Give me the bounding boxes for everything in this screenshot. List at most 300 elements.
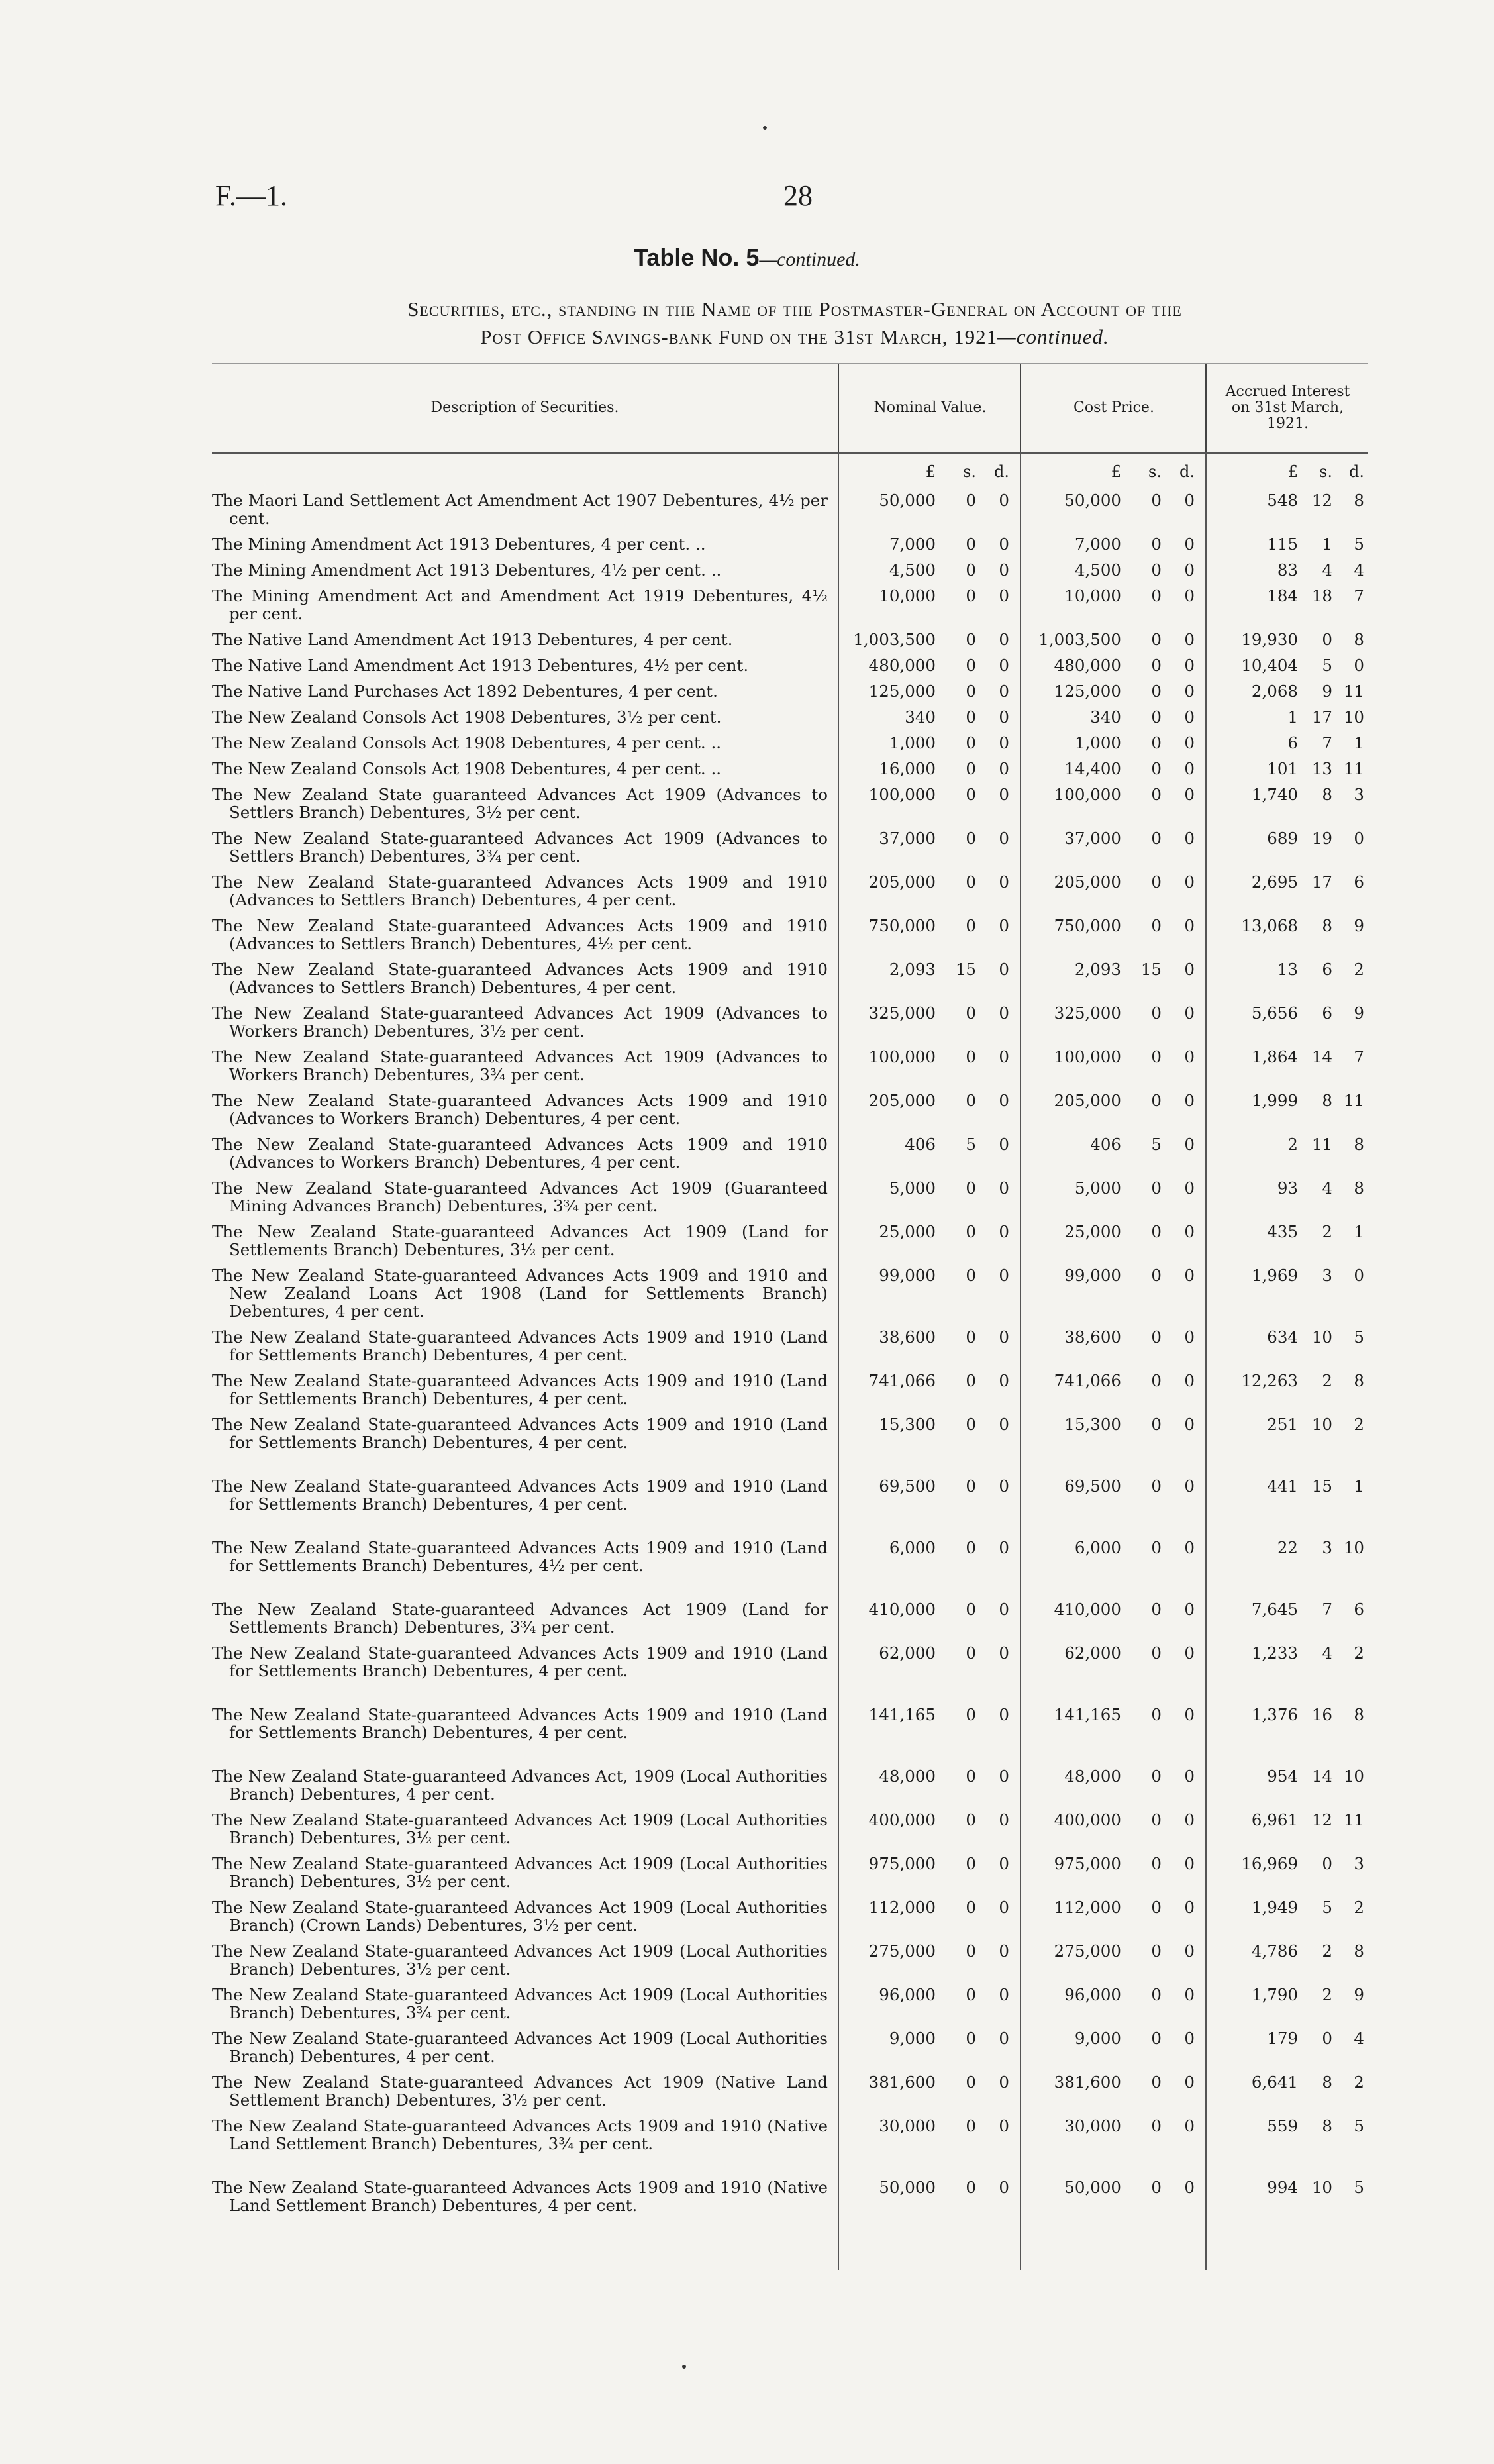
- nominal-pounds: 2,093: [889, 960, 936, 979]
- nominal-shillings: 0: [966, 1941, 976, 1961]
- nominal-shillings: 0: [966, 916, 976, 935]
- cost-shillings: 0: [1151, 1705, 1162, 1724]
- accrued-pence: 11: [1343, 1810, 1364, 1829]
- table-row: [212, 1855, 1368, 1890]
- nominal-shillings: 0: [966, 560, 976, 580]
- cost-pence: 0: [1184, 1941, 1195, 1961]
- security-description: The Mining Amendment Act and Amendment Act 1919 Debentures, 4½ per cent.: [212, 586, 828, 623]
- cost-pounds: 99,000: [1064, 1266, 1121, 1285]
- accrued-pounds: 6,961: [1251, 1810, 1298, 1829]
- cost-pounds: 7,000: [1074, 535, 1121, 554]
- nominal-pence: 0: [999, 2029, 1009, 2048]
- nominal-pence: 0: [999, 1767, 1009, 1786]
- accrued-shillings: 10: [1311, 2178, 1332, 2197]
- table-row: [212, 535, 1368, 553]
- cost-shillings: 0: [1151, 707, 1162, 727]
- nominal-pence: 0: [999, 960, 1009, 979]
- nominal-pounds: 741,066: [868, 1371, 936, 1390]
- nominal-pounds: 96,000: [879, 1985, 936, 2004]
- security-description: The New Zealand State-guaranteed Advances Acts 1909 and 1910 and New Zealand Loans Act 1908 (Land for Settlements Branch) Debentures, 4 per cent.: [212, 1266, 828, 1321]
- accrued-shillings: 17: [1311, 707, 1332, 727]
- nominal-pence: 0: [999, 1854, 1009, 1873]
- nominal-pence: 0: [999, 1538, 1009, 1557]
- accrued-pence: 0: [1354, 829, 1364, 848]
- cost-shillings: 0: [1151, 872, 1162, 892]
- accrued-pence: 3: [1354, 785, 1364, 804]
- accrued-shillings: 2: [1322, 1985, 1332, 2004]
- accrued-pounds: 22: [1277, 1538, 1298, 1557]
- nominal-shillings: 0: [966, 872, 976, 892]
- nominal-pence: 0: [999, 1643, 1009, 1663]
- accrued-pence: 0: [1354, 656, 1364, 675]
- accrued-shillings: 8: [1322, 2073, 1332, 2092]
- cost-shillings: 0: [1151, 1767, 1162, 1786]
- security-description: The New Zealand State-guaranteed Advances Acts 1909 and 1910 (Advances to Workers Branch) Debentures, 4 per cent.: [212, 1135, 828, 1172]
- nominal-pence: 0: [999, 872, 1009, 892]
- cost-pence: 0: [1184, 1476, 1195, 1496]
- cost-shillings: 0: [1151, 1600, 1162, 1619]
- cost-pence: 0: [1184, 1767, 1195, 1786]
- cost-pence: 0: [1184, 1327, 1195, 1347]
- nominal-pounds: 1,000: [889, 733, 936, 752]
- accrued-shillings: 17: [1311, 872, 1332, 892]
- nominal-shillings: 0: [966, 733, 976, 752]
- nominal-pounds: 750,000: [868, 916, 936, 935]
- accrued-shillings: 4: [1322, 560, 1332, 580]
- accrued-pounds: 441: [1267, 1476, 1298, 1496]
- accrued-pence: 7: [1354, 1047, 1364, 1066]
- nominal-pounds: 100,000: [868, 1047, 936, 1066]
- security-description: The New Zealand State-guaranteed Advances Acts 1909 and 1910 (Land for Settlements Branch) Debentures, 4½ per cent.: [212, 1538, 828, 1575]
- security-description: The New Zealand State-guaranteed Advances Acts 1909 and 1910 (Land for Settlements Branch) Debentures, 4 per cent.: [212, 1643, 828, 1680]
- cost-shillings: 0: [1151, 1415, 1162, 1434]
- nominal-pounds: 975,000: [868, 1854, 936, 1873]
- accrued-shillings: 15: [1311, 1476, 1332, 1496]
- security-description: The New Zealand State-guaranteed Advances Acts 1909 and 1910 (Advances to Settlers Branch) Debentures, 4 per cent.: [212, 872, 828, 909]
- page-header: [215, 179, 1275, 219]
- table-row: [212, 656, 1368, 674]
- cost-shillings: 0: [1151, 1854, 1162, 1873]
- cost-pounds: 975,000: [1054, 1854, 1121, 1873]
- table-row: [212, 1942, 1368, 1978]
- nominal-pounds: 480,000: [868, 656, 936, 675]
- nominal-shillings: 0: [966, 1985, 976, 2004]
- cost-shillings: 0: [1151, 1538, 1162, 1557]
- document-reference: F.—1.: [215, 180, 287, 212]
- cost-pounds: 4,500: [1074, 560, 1121, 580]
- cost-pence: 0: [1184, 2116, 1195, 2135]
- accrued-pounds: 83: [1277, 560, 1298, 580]
- accrued-pence: 11: [1343, 759, 1364, 778]
- nominal-shillings: 0: [966, 1600, 976, 1619]
- nominal-shillings: 0: [966, 1266, 976, 1285]
- cost-pence: 0: [1184, 1222, 1195, 1241]
- accrued-pence: 1: [1354, 1222, 1364, 1241]
- nominal-shillings: 0: [966, 1371, 976, 1390]
- security-description: The New Zealand State-guaranteed Advances Act 1909 (Local Authorities Branch) Debentures, 3½ per cent.: [212, 1854, 828, 1891]
- table-row: [212, 1179, 1368, 1215]
- nominal-shillings: 0: [966, 2029, 976, 2048]
- table-row: [212, 631, 1368, 648]
- nominal-shillings: 0: [966, 656, 976, 675]
- table-row: [212, 1092, 1368, 1127]
- accrued-pence: 5: [1354, 2116, 1364, 2135]
- accrued-pounds: 101: [1267, 759, 1298, 778]
- accrued-pence: 4: [1354, 560, 1364, 580]
- column-header-row: [212, 363, 1368, 454]
- table-row: [212, 587, 1368, 623]
- nominal-pounds: 400,000: [868, 1810, 936, 1829]
- cost-pounds: 30,000: [1064, 2116, 1121, 2135]
- security-description: The New Zealand State-guaranteed Advances Acts 1909 and 1910 (Land for Settlements Branch) Debentures, 4 per cent.: [212, 1327, 828, 1364]
- cost-pence: 0: [1184, 1898, 1195, 1917]
- accrued-pence: 7: [1354, 586, 1364, 605]
- nominal-shillings: 0: [966, 2178, 976, 2197]
- nominal-shillings: 0: [966, 682, 976, 701]
- accrued-pounds: 10,404: [1241, 656, 1298, 675]
- unit-shillings: s.: [1319, 462, 1332, 481]
- cost-pounds: 5,000: [1074, 1178, 1121, 1198]
- cost-pence: 0: [1184, 535, 1195, 554]
- nominal-pounds: 30,000: [879, 2116, 936, 2135]
- nominal-pence: 0: [999, 1941, 1009, 1961]
- accrued-pounds: 93: [1277, 1178, 1298, 1198]
- nominal-pounds: 7,000: [889, 535, 936, 554]
- nominal-pence: 0: [999, 759, 1009, 778]
- nominal-pounds: 410,000: [868, 1600, 936, 1619]
- table-row: [212, 1600, 1368, 1636]
- accrued-pence: 6: [1354, 1600, 1364, 1619]
- security-description: The New Zealand State-guaranteed Advances Acts 1909 and 1910 (Native Land Settlement Branch) Debentures, 3¾ per cent.: [212, 2116, 828, 2153]
- cost-shillings: 0: [1151, 2178, 1162, 2197]
- nominal-pence: 0: [999, 1327, 1009, 1347]
- subtitle-line-1: Securities, etc., standing in the Name of the Postmaster-General on Account of the: [407, 297, 1182, 321]
- table-row: [212, 2029, 1368, 2065]
- security-description: The New Zealand State-guaranteed Advances Acts 1909 and 1910 (Advances to Settlers Branch) Debentures, 4 per cent.: [212, 960, 828, 997]
- nominal-shillings: 15: [955, 960, 976, 979]
- nominal-pence: 0: [999, 586, 1009, 605]
- cost-pence: 0: [1184, 586, 1195, 605]
- accrued-pence: 8: [1354, 1178, 1364, 1198]
- accrued-pounds: 1,969: [1251, 1266, 1298, 1285]
- cost-pounds: 48,000: [1064, 1767, 1121, 1786]
- print-speck: [763, 126, 767, 130]
- security-description: The New Zealand State-guaranteed Advances Act 1909 (Local Authorities Branch) Debentures, 3¾ per cent.: [212, 1985, 828, 2022]
- security-description: The New Zealand State-guaranteed Advances Act 1909 (Advances to Workers Branch) Debentures, 3½ per cent.: [212, 1003, 828, 1041]
- table-row: [212, 734, 1368, 752]
- accrued-pounds: 1,864: [1251, 1047, 1298, 1066]
- accrued-pounds: 251: [1267, 1415, 1298, 1434]
- cost-pounds: 125,000: [1054, 682, 1121, 701]
- cost-shillings: 0: [1151, 1003, 1162, 1023]
- nominal-shillings: 0: [966, 1854, 976, 1873]
- accrued-pounds: 1,999: [1251, 1091, 1298, 1110]
- cost-pounds: 38,600: [1064, 1327, 1121, 1347]
- cost-pence: 0: [1184, 1415, 1195, 1434]
- nominal-pounds: 4,500: [889, 560, 936, 580]
- nominal-pounds: 9,000: [889, 2029, 936, 2048]
- nominal-pence: 0: [999, 1222, 1009, 1241]
- accrued-pence: 8: [1354, 1135, 1364, 1154]
- table-row: [212, 561, 1368, 579]
- cost-pence: 0: [1184, 1135, 1195, 1154]
- cost-pence: 0: [1184, 491, 1195, 510]
- subtitle-line-2: Post Office Savings-bank Fund on the 31st March, 1921—continued.: [480, 325, 1109, 348]
- nominal-pounds: 205,000: [868, 1091, 936, 1110]
- nominal-pence: 0: [999, 656, 1009, 675]
- nominal-pounds: 325,000: [868, 1003, 936, 1023]
- table-row: [212, 1539, 1368, 1592]
- cost-pounds: 400,000: [1054, 1810, 1121, 1829]
- cost-pounds: 37,000: [1064, 829, 1121, 848]
- cost-shillings: 0: [1151, 1327, 1162, 1347]
- cost-pounds: 480,000: [1054, 656, 1121, 675]
- cost-shillings: 0: [1151, 1091, 1162, 1110]
- table-row: [212, 1328, 1368, 1364]
- unit-pence: d.: [994, 462, 1009, 481]
- table-row: [212, 873, 1368, 909]
- accrued-shillings: 2: [1322, 1941, 1332, 1961]
- security-description: The New Zealand State-guaranteed Advances Act 1909 (Land for Settlements Branch) Debentures, 3½ per cent.: [212, 1222, 828, 1259]
- cost-pounds: 141,165: [1054, 1705, 1121, 1724]
- cost-pounds: 205,000: [1054, 1091, 1121, 1110]
- cost-pence: 0: [1184, 1854, 1195, 1873]
- accrued-shillings: 4: [1322, 1178, 1332, 1198]
- cost-shillings: 0: [1151, 1476, 1162, 1496]
- cost-pounds: 741,066: [1054, 1371, 1121, 1390]
- accrued-pence: 3: [1354, 1854, 1364, 1873]
- accrued-pence: 8: [1354, 630, 1364, 649]
- accrued-pence: 11: [1343, 682, 1364, 701]
- security-description: The New Zealand State-guaranteed Advances Act, 1909 (Local Authorities Branch) Debentures, 4 per cent.: [212, 1767, 828, 1804]
- accrued-pounds: 5,656: [1251, 1003, 1298, 1023]
- cost-pence: 0: [1184, 560, 1195, 580]
- nominal-pounds: 141,165: [868, 1705, 936, 1724]
- nominal-pounds: 99,000: [879, 1266, 936, 1285]
- security-description: The Mining Amendment Act 1913 Debentures, 4 per cent. ..: [212, 535, 706, 554]
- accrued-pounds: 435: [1267, 1222, 1298, 1241]
- accrued-shillings: 9: [1322, 682, 1332, 701]
- accrued-pounds: 548: [1267, 491, 1298, 510]
- accrued-pence: 0: [1354, 1266, 1364, 1285]
- accrued-pounds: 1: [1287, 707, 1298, 727]
- accrued-pounds: 1,233: [1251, 1643, 1298, 1663]
- cost-pounds: 100,000: [1054, 785, 1121, 804]
- cost-shillings: 0: [1151, 1266, 1162, 1285]
- table-row: [212, 1372, 1368, 1408]
- nominal-pounds: 1,003,500: [853, 630, 936, 649]
- nominal-shillings: 0: [966, 1047, 976, 1066]
- security-description: The New Zealand State-guaranteed Advances Act 1909 (Guaranteed Mining Advances Branch) Debentures, 3¾ per cent.: [212, 1178, 828, 1215]
- security-description: The New Zealand State-guaranteed Advances Acts 1909 and 1910 (Native Land Settlement Branch) Debentures, 4 per cent.: [212, 2178, 828, 2215]
- nominal-pence: 0: [999, 491, 1009, 510]
- cost-shillings: 0: [1151, 829, 1162, 848]
- table-row: [212, 1767, 1368, 1803]
- nominal-shillings: 0: [966, 1091, 976, 1110]
- accrued-shillings: 6: [1322, 960, 1332, 979]
- table-row: [212, 708, 1368, 726]
- nominal-shillings: 0: [966, 1810, 976, 1829]
- nominal-pence: 0: [999, 1476, 1009, 1496]
- cost-pence: 0: [1184, 759, 1195, 778]
- nominal-pounds: 10,000: [879, 586, 936, 605]
- cost-pence: 0: [1184, 785, 1195, 804]
- accrued-pence: 5: [1354, 535, 1364, 554]
- accrued-shillings: 2: [1322, 1222, 1332, 1241]
- accrued-pence: 2: [1354, 1415, 1364, 1434]
- unit-pound: £: [1287, 462, 1298, 481]
- accrued-pence: 2: [1354, 960, 1364, 979]
- print-speck: [682, 2365, 686, 2369]
- nominal-shillings: 5: [966, 1135, 976, 1154]
- security-description: The New Zealand Consols Act 1908 Debentures, 3½ per cent.: [212, 707, 722, 727]
- accrued-shillings: 12: [1311, 491, 1332, 510]
- cost-shillings: 15: [1140, 960, 1162, 979]
- page-number: 28: [783, 180, 813, 212]
- accrued-shillings: 8: [1322, 2116, 1332, 2135]
- table-row: [212, 2073, 1368, 2109]
- cost-pounds: 1,000: [1074, 733, 1121, 752]
- accrued-pounds: 179: [1267, 2029, 1298, 2048]
- nominal-pence: 0: [999, 2178, 1009, 2197]
- cost-pounds: 14,400: [1064, 759, 1121, 778]
- nominal-pence: 0: [999, 630, 1009, 649]
- accrued-shillings: 8: [1322, 1091, 1332, 1110]
- accrued-pounds: 954: [1267, 1767, 1298, 1786]
- security-description: The Maori Land Settlement Act Amendment Act 1907 Debentures, 4½ per cent.: [212, 491, 828, 528]
- accrued-shillings: 0: [1322, 1854, 1332, 1873]
- cost-pence: 0: [1184, 1047, 1195, 1066]
- accrued-pence: 8: [1354, 491, 1364, 510]
- accrued-shillings: 14: [1311, 1047, 1332, 1066]
- nominal-pounds: 275,000: [868, 1941, 936, 1961]
- cost-pence: 0: [1184, 1643, 1195, 1663]
- accrued-pence: 8: [1354, 1941, 1364, 1961]
- nominal-pounds: 16,000: [879, 759, 936, 778]
- accrued-shillings: 7: [1322, 733, 1332, 752]
- accrued-pence: 2: [1354, 1643, 1364, 1663]
- cost-pounds: 381,600: [1054, 2073, 1121, 2092]
- nominal-pence: 0: [999, 1600, 1009, 1619]
- nominal-shillings: 0: [966, 1705, 976, 1724]
- accrued-shillings: 0: [1322, 630, 1332, 649]
- cost-shillings: 0: [1151, 1810, 1162, 1829]
- accrued-pounds: 2,695: [1251, 872, 1298, 892]
- nominal-shillings: 0: [966, 491, 976, 510]
- table-row: [212, 829, 1368, 865]
- security-description: The New Zealand State-guaranteed Advances Act 1909 (Advances to Settlers Branch) Debentures, 3¾ per cent.: [212, 829, 828, 866]
- nominal-pence: 0: [999, 1810, 1009, 1829]
- nominal-shillings: 0: [966, 535, 976, 554]
- accrued-pence: 4: [1354, 2029, 1364, 2048]
- nominal-shillings: 0: [966, 707, 976, 727]
- cost-pence: 0: [1184, 1705, 1195, 1724]
- cost-pence: 0: [1184, 2073, 1195, 2092]
- nominal-pence: 0: [999, 1003, 1009, 1023]
- cost-pence: 0: [1184, 2178, 1195, 2197]
- nominal-pence: 0: [999, 682, 1009, 701]
- nominal-pence: 0: [999, 535, 1009, 554]
- accrued-pounds: 13,068: [1241, 916, 1298, 935]
- nominal-pounds: 340: [905, 707, 936, 727]
- cost-pence: 0: [1184, 1003, 1195, 1023]
- accrued-pence: 1: [1354, 733, 1364, 752]
- accrued-pence: 10: [1343, 707, 1364, 727]
- accrued-pence: 9: [1354, 1985, 1364, 2004]
- cost-shillings: 0: [1151, 1222, 1162, 1241]
- accrued-pounds: 1,376: [1251, 1705, 1298, 1724]
- security-description: The New Zealand State-guaranteed Advances Act 1909 (Local Authorities Branch) Debentures, 3½ per cent.: [212, 1941, 828, 1978]
- accrued-pence: 9: [1354, 916, 1364, 935]
- accrued-pounds: 994: [1267, 2178, 1298, 2197]
- security-description: The New Zealand State-guaranteed Advances Act 1909 (Local Authorities Branch) (Crown Lands) Debentures, 3½ per cent.: [212, 1898, 828, 1935]
- cost-shillings: 0: [1151, 586, 1162, 605]
- nominal-pence: 0: [999, 1898, 1009, 1917]
- accrued-pence: 5: [1354, 1327, 1364, 1347]
- cost-pounds: 69,500: [1064, 1476, 1121, 1496]
- accrued-shillings: 3: [1322, 1266, 1332, 1285]
- nominal-shillings: 0: [966, 829, 976, 848]
- accrued-shillings: 2: [1322, 1371, 1332, 1390]
- nominal-shillings: 0: [966, 1898, 976, 1917]
- nominal-pence: 0: [999, 1371, 1009, 1390]
- cost-shillings: 0: [1151, 1941, 1162, 1961]
- accrued-pence: 8: [1354, 1705, 1364, 1724]
- cost-pounds: 1,003,500: [1038, 630, 1121, 649]
- nominal-shillings: 0: [966, 2116, 976, 2135]
- column-header-accrued-interest: Accrued Interest on 31st March, 1921.: [1205, 364, 1369, 452]
- cost-pence: 0: [1184, 1266, 1195, 1285]
- nominal-pounds: 381,600: [868, 2073, 936, 2092]
- cost-shillings: 0: [1151, 560, 1162, 580]
- accrued-pounds: 1,790: [1251, 1985, 1298, 2004]
- security-description: The New Zealand State-guaranteed Advances Act 1909 (Advances to Workers Branch) Debentures, 3¾ per cent.: [212, 1047, 828, 1084]
- cost-shillings: 0: [1151, 2116, 1162, 2135]
- cost-pence: 0: [1184, 1600, 1195, 1619]
- security-description: The New Zealand State-guaranteed Advances Acts 1909 and 1910 (Land for Settlements Branch) Debentures, 4 per cent.: [212, 1705, 828, 1742]
- nominal-shillings: 0: [966, 785, 976, 804]
- accrued-pence: 5: [1354, 2178, 1364, 2197]
- table-row: [212, 491, 1368, 527]
- cost-shillings: 0: [1151, 491, 1162, 510]
- nominal-pence: 0: [999, 1135, 1009, 1154]
- nominal-pence: 0: [999, 1705, 1009, 1724]
- nominal-shillings: 0: [966, 630, 976, 649]
- accrued-pounds: 12,263: [1241, 1371, 1298, 1390]
- accrued-pounds: 7,645: [1251, 1600, 1298, 1619]
- nominal-shillings: 0: [966, 759, 976, 778]
- security-description: The New Zealand State-guaranteed Advances Act 1909 (Native Land Settlement Branch) Debentures, 3½ per cent.: [212, 2073, 828, 2110]
- security-description: The New Zealand Consols Act 1908 Debentures, 4 per cent. ..: [212, 733, 722, 752]
- unit-pound: £: [925, 462, 936, 481]
- security-description: The Native Land Amendment Act 1913 Debentures, 4 per cent.: [212, 630, 733, 649]
- accrued-pence: 6: [1354, 872, 1364, 892]
- cost-shillings: 0: [1151, 1178, 1162, 1198]
- nominal-pence: 0: [999, 1178, 1009, 1198]
- cost-pence: 0: [1184, 682, 1195, 701]
- accrued-pence: 2: [1354, 1898, 1364, 1917]
- cost-pence: 0: [1184, 1371, 1195, 1390]
- nominal-shillings: 0: [966, 1538, 976, 1557]
- unit-pence: d.: [1349, 462, 1364, 481]
- units-row: [212, 462, 1368, 482]
- accrued-pence: 10: [1343, 1538, 1364, 1557]
- cost-pence: 0: [1184, 656, 1195, 675]
- accrued-pounds: 2: [1287, 1135, 1298, 1154]
- cost-pounds: 25,000: [1064, 1222, 1121, 1241]
- cost-pounds: 96,000: [1064, 1985, 1121, 2004]
- cost-pounds: 6,000: [1074, 1538, 1121, 1557]
